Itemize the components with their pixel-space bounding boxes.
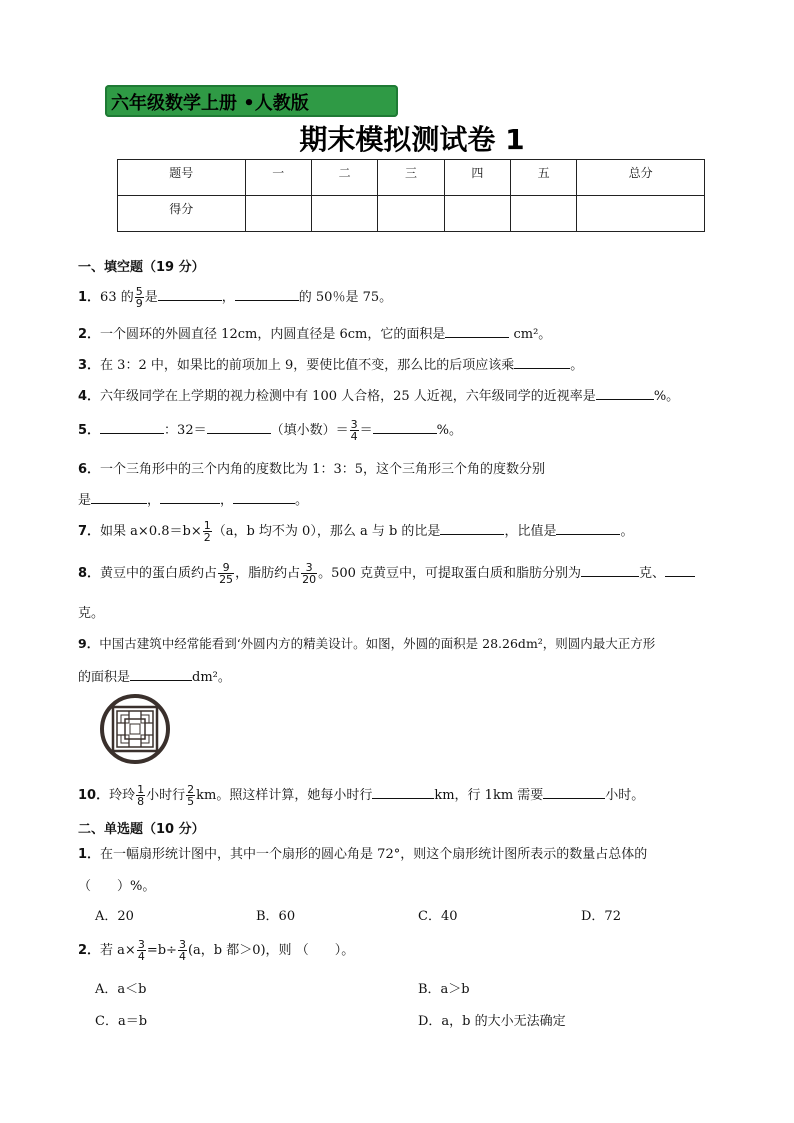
option-b[interactable]: B．a＞b [418,982,470,997]
option-a[interactable]: A．a＜b [95,982,147,997]
score-cell: 三 [378,160,444,196]
question-1-6: 6．一个三角形中的三个内角的度数比为 1：3：5，这个三角形三个角的度数分别 [78,462,545,477]
answer-blank[interactable] [372,787,434,799]
answer-blank[interactable] [207,422,271,434]
score-input-cell[interactable] [577,196,705,232]
answer-blank[interactable] [160,492,220,504]
question-1-6-answers: 是 ， ， 。 [78,493,309,508]
fraction: $\frac{1}{2}$ [203,519,211,544]
fraction: $\frac{3}{4}$ [178,938,186,963]
option-c[interactable]: C．40 [418,909,458,924]
question-1-5: 5． ：32＝ （填小数）＝ $\frac{3}{4}$ ＝ %。 [78,418,462,443]
score-label: 得分 [118,196,246,232]
answer-blank[interactable] [543,787,605,799]
score-input-cell[interactable] [245,196,311,232]
section-2-heading: 二、单选题（10 分） [78,822,205,837]
fraction: $\frac{1}{8}$ [137,783,145,808]
fraction: $\frac{3}{4}$ [350,418,358,443]
score-cell: 四 [444,160,510,196]
question-1-9: 9．中国古建筑中经常能看到‘外圆内方的精美设计。如图，外圆的面积是 28.26dm²，则圆内最大正方形 [78,636,656,651]
question-1-8: 8．黄豆中的蛋白质约占 $\frac{9}{25}$ ，脂肪约占 $\frac{3}{20}$ 。500 克黄豆中，可提取蛋白质和脂肪分别为 克、 [78,562,695,585]
circle-square-lattice-figure [99,693,171,765]
answer-blank[interactable] [445,326,509,338]
option-d[interactable]: D．a，b 的大小无法确定 [418,1014,566,1029]
score-table [117,159,705,232]
fraction: $\frac{9}{25}$ [219,561,234,586]
fraction: $\frac{5}{9}$ [135,285,143,310]
question-2-1: 1．在一幅扇形统计图中，其中一个扇形的圆心角是 72°，则这个扇形统计图所表示的数量占总体的 [78,847,648,862]
answer-blank[interactable] [440,523,504,535]
score-cell: 二 [311,160,377,196]
answer-blank[interactable] [596,388,654,400]
option-b[interactable]: B．60 [256,909,296,924]
question-1-10: 10．玲玲 $\frac{1}{8}$ 小时行 $\frac{2}{5}$ km。照这样计算，她每小时行 km，行 1km 需要 小时。 [78,783,645,808]
answer-blank[interactable] [235,289,299,301]
question-1-9-cont: 的面积是 dm²。 [78,670,231,685]
fraction: $\frac{3}{4}$ [137,938,145,963]
answer-blank[interactable] [514,357,570,369]
score-cell: 一 [245,160,311,196]
question-1-4: 4．六年级同学在上学期的视力检测中有 100 人合格，25 人近视，六年级同学的近视率是 %。 [78,389,680,404]
score-table-score-row [118,196,705,232]
answer-blank[interactable] [665,565,695,577]
answer-blank[interactable] [130,669,192,681]
answer-blank[interactable] [100,422,164,434]
section-1-heading: 一、填空题（19 分） [78,260,205,275]
score-input-cell[interactable] [511,196,577,232]
answer-blank[interactable] [91,492,147,504]
score-input-cell[interactable] [378,196,444,232]
question-2-1-cont: （ ）%。 [78,879,156,894]
fraction: $\frac{2}{5}$ [187,783,195,808]
fraction: $\frac{3}{20}$ [302,561,317,586]
edition-badge-text: 六年级数学上册 •人教版 [111,93,309,114]
page-title: 期末模拟测试卷 1 [299,123,525,156]
option-d[interactable]: D．72 [581,909,621,924]
question-1-3: 3．在 3：2 中，如果比的前项加上 9，要使比值不变，那么比的后项应该乘 。 [78,358,584,373]
question-1-8-cont: 克。 [78,606,105,621]
score-input-cell[interactable] [311,196,377,232]
score-input-cell[interactable] [444,196,510,232]
answer-blank[interactable] [581,565,639,577]
score-cell: 总分 [577,160,705,196]
score-cell: 五 [511,160,577,196]
answer-blank[interactable] [158,289,222,301]
score-table-header-row [118,160,705,196]
answer-blank[interactable] [373,422,437,434]
option-c[interactable]: C．a＝b [95,1014,148,1029]
score-cell: 题号 [118,160,246,196]
question-1-1: 1．63 的 $\frac{5}{9}$ 是 ， 的 50％是 75。 [78,285,393,310]
option-a[interactable]: A．20 [95,909,134,924]
question-1-2: 2．一个圆环的外圆直径 12cm，内圆直径是 6cm，它的面积是 cm²。 [78,327,552,342]
question-1-7: 7．如果 a×0.8＝b× $\frac{1}{2}$ （a，b 均不为 0），那么 a 与 b 的比是 ，比值是 。 [78,519,634,544]
question-2-2: 2．若 a× $\frac{3}{4}$ =b÷ $\frac{3}{4}$ (a，b 都＞0)，则 （ ）。 [78,938,355,963]
answer-blank[interactable] [556,523,620,535]
edition-badge [105,85,398,117]
answer-blank[interactable] [233,492,295,504]
